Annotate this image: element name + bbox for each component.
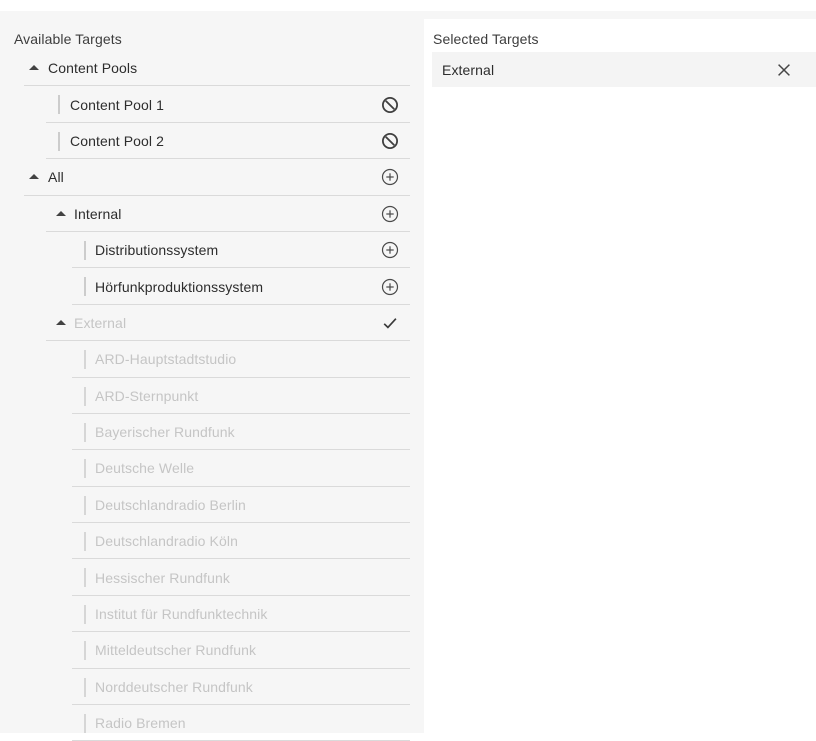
- blocked-icon: [381, 96, 399, 114]
- tree-item-distributionssystem[interactable]: [0, 232, 424, 268]
- indent-line: [84, 496, 86, 515]
- tree-item-all[interactable]: [0, 159, 424, 195]
- available-targets-title: Available Targets: [14, 31, 122, 47]
- tree-item-mitteldeutscher-rundfunk: [0, 632, 424, 668]
- tree-item-deutschlandradio-berlin: [0, 487, 424, 523]
- blocked-icon: [381, 132, 399, 150]
- collapse-icon[interactable]: [29, 174, 39, 179]
- indent-line: [84, 641, 86, 660]
- collapse-icon[interactable]: [56, 211, 66, 216]
- tree-item-label: External: [74, 314, 127, 331]
- tree-item-label: Distributionssystem: [95, 242, 219, 259]
- tree-item-deutschlandradio-koeln: [0, 523, 424, 559]
- tree-item-label: ARD-Sternpunkt: [95, 387, 199, 404]
- indent-line: [58, 95, 60, 114]
- tree-item-deutsche-welle: [0, 450, 424, 486]
- indent-line: [58, 132, 60, 151]
- tree-item-label: Radio Bremen: [95, 715, 186, 732]
- add-icon[interactable]: [381, 205, 399, 223]
- selected-targets-title: Selected Targets: [433, 31, 539, 47]
- tree-item-hessischer-rundfunk: [0, 559, 424, 595]
- indent-line: [84, 459, 86, 478]
- indent-line: [84, 241, 86, 260]
- tree-item-label: Bayerischer Rundfunk: [95, 424, 235, 441]
- indent-line: [84, 423, 86, 442]
- tree-item-ard-hauptstadtstudio: [0, 341, 424, 377]
- indent-line: [84, 532, 86, 551]
- tree-item-content-pools[interactable]: [0, 50, 424, 86]
- selected-item-label: External: [442, 61, 495, 78]
- tree-item-label: Mitteldeutscher Rundfunk: [95, 642, 257, 659]
- tree-item-internal[interactable]: [0, 196, 424, 232]
- indent-line: [84, 568, 86, 587]
- tree-item-bayerischer-rundfunk: [0, 414, 424, 450]
- indent-line: [84, 714, 86, 733]
- add-icon[interactable]: [381, 241, 399, 259]
- tree-item-content-pool-2[interactable]: [0, 123, 424, 159]
- tree-item-hoerfunkproduktionssystem[interactable]: [0, 268, 424, 304]
- tree-item-label: Institut für Rundfunktechnik: [95, 606, 268, 623]
- tree-item-institut-fuer-rundfunktechnik: [0, 596, 424, 632]
- tree-item-radio-bremen: [0, 705, 424, 741]
- tree-item-ard-sternpunkt: [0, 378, 424, 414]
- indent-line: [84, 678, 86, 697]
- tree-item-label: Hörfunkproduktionssystem: [95, 278, 264, 295]
- remove-icon[interactable]: [776, 62, 792, 78]
- indent-line: [84, 605, 86, 624]
- selected-check-icon: [381, 314, 399, 332]
- indent-line: [84, 350, 86, 369]
- selected-item-external[interactable]: [432, 52, 816, 87]
- collapse-icon[interactable]: [56, 320, 66, 325]
- tree-item-label: Deutschlandradio Berlin: [95, 496, 246, 513]
- selected-targets-panel: [424, 19, 816, 733]
- tree-item-label: ARD-Hauptstadtstudio: [95, 351, 237, 368]
- add-icon[interactable]: [381, 278, 399, 296]
- tree-item-label: Content Pool 1: [70, 96, 165, 113]
- indent-line: [84, 277, 86, 296]
- indent-line: [84, 387, 86, 406]
- tree-item-label: Content Pools: [48, 60, 138, 77]
- tree-item-label: Content Pool 2: [70, 132, 165, 149]
- tree-item-norddeutscher-rundfunk: [0, 669, 424, 705]
- add-icon[interactable]: [381, 168, 399, 186]
- tree-item-label: Norddeutscher Rundfunk: [95, 678, 253, 695]
- tree-item-label: Internal: [74, 205, 122, 222]
- tree-item-external: [0, 305, 424, 341]
- tree-item-label: Hessischer Rundfunk: [95, 569, 230, 586]
- tree-item-content-pool-1[interactable]: [0, 86, 424, 122]
- available-targets-tree: [0, 50, 424, 741]
- tree-item-label: All: [48, 169, 64, 186]
- collapse-icon[interactable]: [29, 65, 39, 70]
- tree-item-label: Deutsche Welle: [95, 460, 195, 477]
- tree-item-label: Deutschlandradio Köln: [95, 533, 238, 550]
